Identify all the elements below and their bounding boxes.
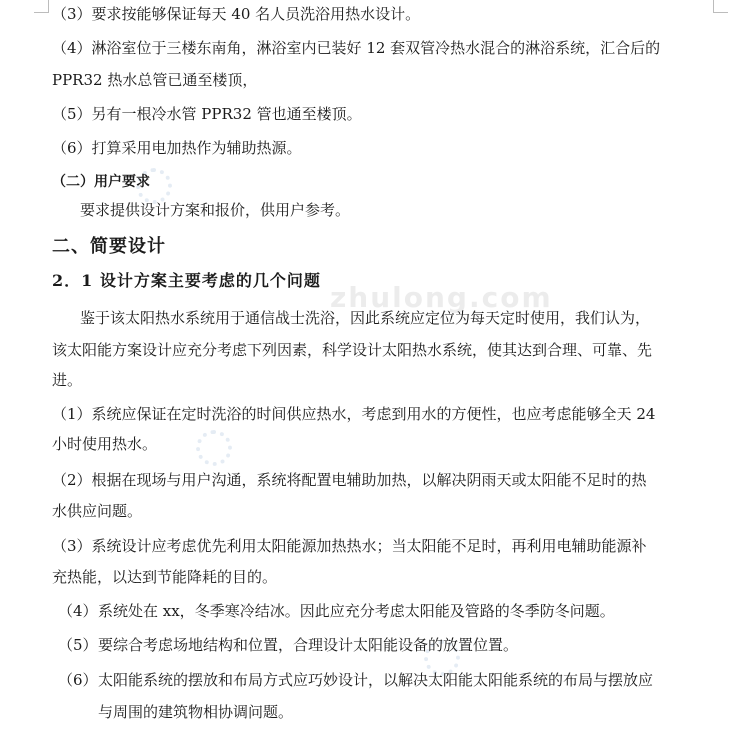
design-subsection-heading: 2．1 设计方案主要考虑的几个问题 [52,271,321,290]
design-section-heading: 二、简要设计 [52,236,166,257]
user-requirements-text: 要求提供设计方案和报价，供用户参考。 [80,201,351,219]
consideration-1-line2: 小时使用热水。 [52,435,158,453]
consideration-6-text-line1: 太阳能系统的摆放和布局方式应巧妙设计，以解决太阳能太阳能系统的布局与摆放应 [98,671,654,689]
requirement-item-4-line1: （4）淋浴室位于三楼东南角，淋浴室内已装好 12 套双管冷热水混合的淋浴系统，汇合后的 [52,39,661,57]
consideration-4-number: （4） [58,602,98,620]
requirement-item-5: （5）另有一根冷水管 PPR32 管也通至楼顶。 [52,105,362,123]
watermark-gear-icon [196,430,232,466]
intro-paragraph-line1: 鉴于该太阳热水系统用于通信战士洗浴，因此系统应定位为每天定时使用，我们认为， [80,309,651,327]
consideration-3-line1: （3）系统设计应考虑优先利用太阳能源加热热水；当太阳能不足时，再利用电辅助能源补 [52,537,647,555]
consideration-6-text-line2: 与周围的建筑物相协调问题。 [98,703,294,721]
consideration-4-text: 系统处在 xx，冬季寒冷结冰。因此应充分考虑太阳能及管路的冬季防冬问题。 [98,602,615,620]
consideration-5-text: 要综合考虑场地结构和位置，合理设计太阳能设备的放置位置。 [98,636,519,654]
consideration-3-line2: 充热能，以达到节能降耗的目的。 [52,568,278,586]
requirement-item-3: （3）要求按能够保证每天 40 名人员洗浴用热水设计。 [52,5,421,23]
requirement-item-6: （6）打算采用电加热作为辅助热源。 [52,139,302,157]
intro-paragraph-line2: 该太阳能方案设计应充分考虑下列因素，科学设计太阳热水系统，使其达到合理、可靠、先 [52,341,653,359]
page-corner-mark-left [34,0,49,13]
consideration-2-line2: 水供应问题。 [52,502,143,520]
intro-paragraph-line3: 进。 [52,371,83,389]
requirement-item-4-line2: PPR32 热水总管已通至楼顶， [52,71,258,89]
watermark-text: zhulong.com [330,281,553,314]
consideration-6-number: （6） [58,671,98,689]
consideration-1-line1: （1）系统应保证在定时洗浴的时间供应热水，考虑到用水的方便性，也应考虑能够全天 24 [52,405,656,423]
consideration-5-number: （5） [58,636,98,654]
page-corner-mark-right [713,0,728,13]
consideration-2-line1: （2）根据在现场与用户沟通，系统将配置电辅助加热，以解决阴雨天或太阳能不足时的热 [52,471,647,489]
user-requirements-heading: （二）用户要求 [52,174,150,190]
